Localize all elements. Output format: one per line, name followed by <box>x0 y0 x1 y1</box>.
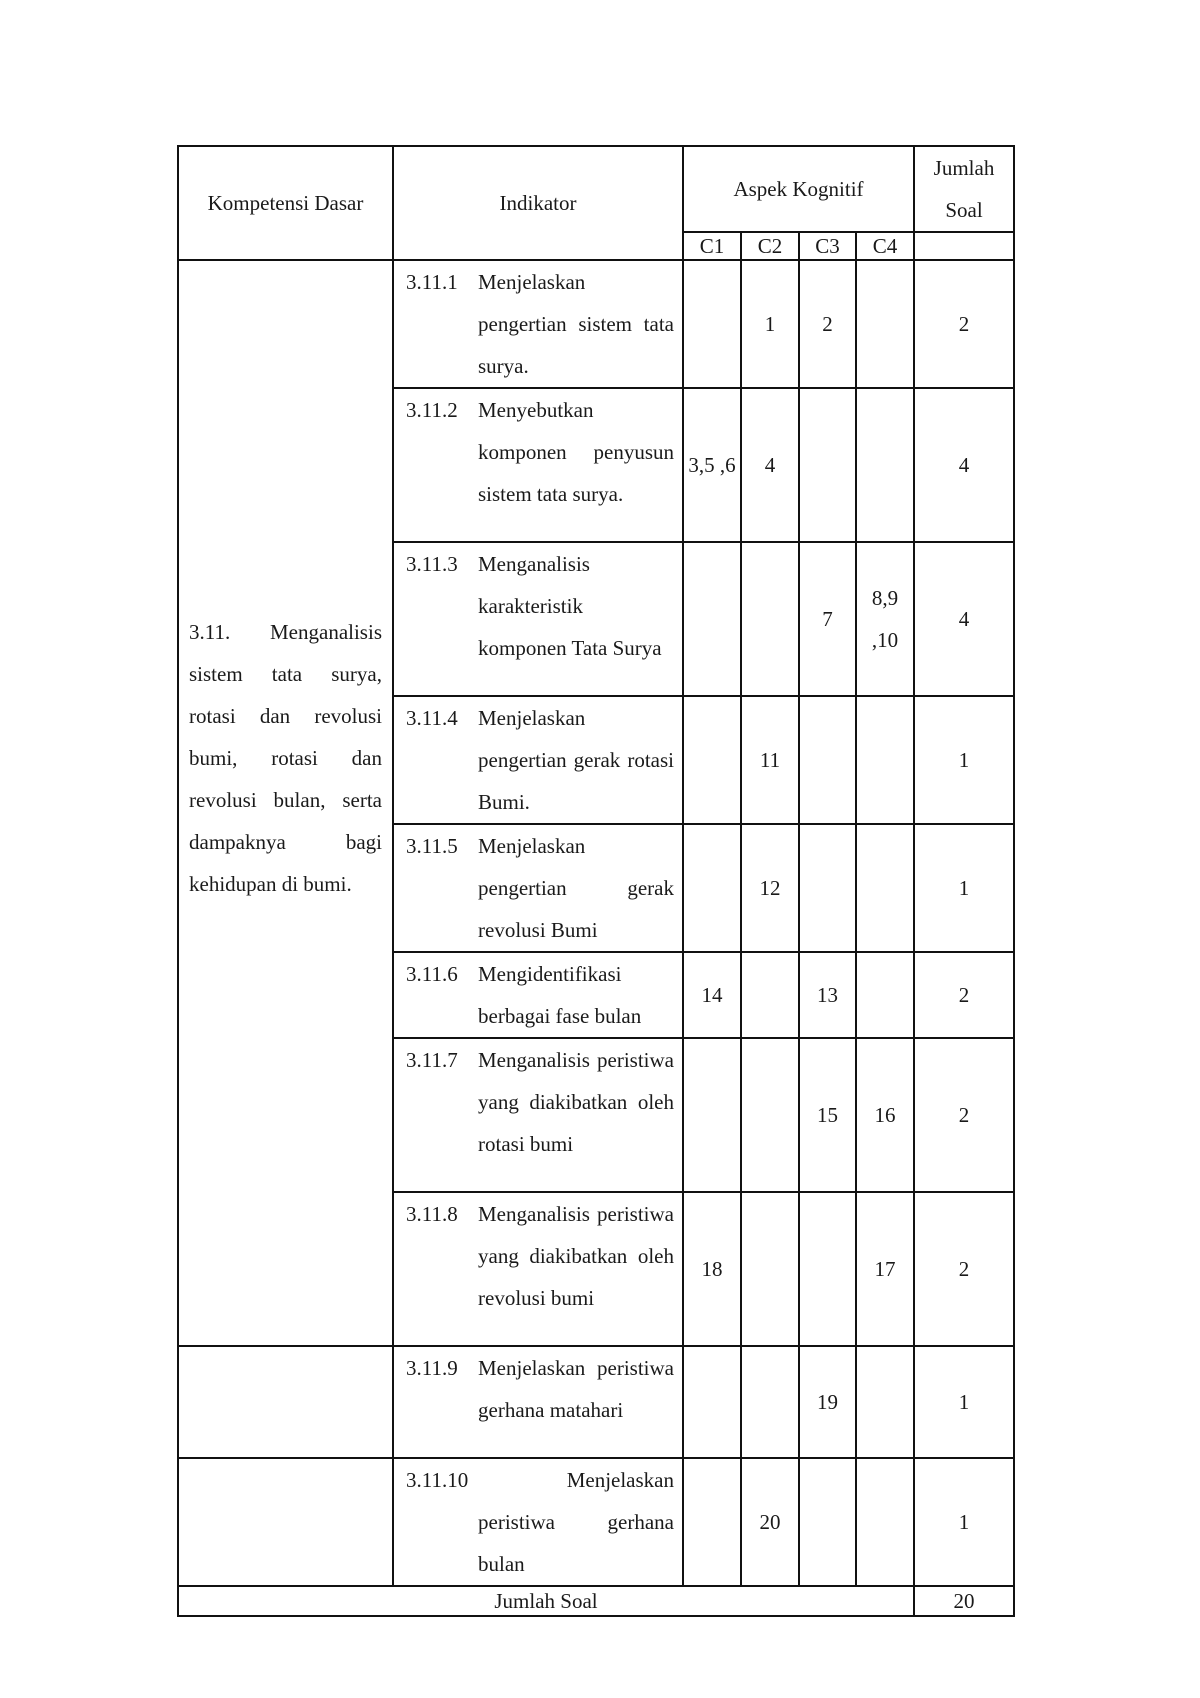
indikator-text: Menjelaskan peristiwa gerhana matahari <box>478 1356 674 1422</box>
indikator-code: 3.11.6 <box>406 962 458 986</box>
c4-value <box>856 952 914 1038</box>
c2-value <box>741 952 799 1038</box>
c4-value: 16 <box>856 1038 914 1192</box>
footer-row <box>178 1586 1014 1616</box>
c4-value <box>856 696 914 824</box>
c1-value <box>683 696 741 824</box>
indikator-cell <box>393 1458 683 1586</box>
table-row <box>178 260 1014 388</box>
c1-value <box>683 1038 741 1192</box>
header-indikator: Indikator <box>393 146 683 260</box>
indikator-first-word: Menjelaskan <box>566 1468 674 1492</box>
header-c2: C2 <box>741 232 799 260</box>
indikator-text: Menganalisis peristiwa yang diakibatkan oleh revolusi bumi <box>478 1202 674 1310</box>
kompetensi-dasar-cell <box>178 260 393 1346</box>
c1-value <box>683 1458 741 1586</box>
header-jumlah-blank <box>914 232 1014 260</box>
indikator-first-line <box>406 1459 674 1501</box>
c1-value: 18 <box>683 1192 741 1346</box>
c3-value <box>799 824 856 952</box>
indikator-code: 3.11.3 <box>406 552 458 576</box>
jumlah-value: 4 <box>914 388 1014 542</box>
table-row <box>178 1346 1014 1458</box>
indikator-code: 3.11.8 <box>406 1202 458 1226</box>
indikator-cell <box>393 1346 683 1458</box>
indikator-text: Menganalisis karakteristik komponen Tata Surya <box>478 552 662 660</box>
c4-value: 8,9 ,10 <box>856 542 914 696</box>
c4-value <box>856 260 914 388</box>
c2-value <box>741 1192 799 1346</box>
indikator-cell <box>393 952 683 1038</box>
indikator-text: Menjelaskan pengertian gerak revolusi Bumi <box>478 834 674 942</box>
jumlah-value: 2 <box>914 260 1014 388</box>
c4-value <box>856 1346 914 1458</box>
c2-value: 4 <box>741 388 799 542</box>
c2-value: 11 <box>741 696 799 824</box>
jumlah-value: 1 <box>914 824 1014 952</box>
indikator-text: Mengidentifikasi berbagai fase bulan <box>478 962 642 1028</box>
c2-value: 20 <box>741 1458 799 1586</box>
kompetensi-dasar-empty-cell <box>178 1458 393 1586</box>
header-row <box>178 146 1014 232</box>
c2-value <box>741 1346 799 1458</box>
indikator-code: 3.11.4 <box>406 706 458 730</box>
jumlah-value: 1 <box>914 1346 1014 1458</box>
indikator-code: 3.11.10 <box>406 1468 469 1492</box>
indikator-code: 3.11.2 <box>406 398 458 422</box>
header-kompetensi-dasar: Kompetensi Dasar <box>178 146 393 260</box>
c2-value: 1 <box>741 260 799 388</box>
jumlah-value: 1 <box>914 1458 1014 1586</box>
header-c4: C4 <box>856 232 914 260</box>
jumlah-value: 1 <box>914 696 1014 824</box>
jumlah-value: 2 <box>914 1038 1014 1192</box>
header-jumlah-line2: Soal <box>945 198 983 222</box>
indikator-cell <box>393 824 683 952</box>
indikator-text: Menjelaskan pengertian gerak rotasi Bumi. <box>478 706 674 814</box>
c3-value <box>799 388 856 542</box>
c1-value: 14 <box>683 952 741 1038</box>
indikator-cell <box>393 1192 683 1346</box>
indikator-code: 3.11.7 <box>406 1048 458 1072</box>
c1-value: 3,5 ,6 <box>683 388 741 542</box>
c2-value <box>741 542 799 696</box>
indikator-code: 3.11.9 <box>406 1356 458 1380</box>
c3-value <box>799 1192 856 1346</box>
indikator-cell <box>393 388 683 542</box>
c1-value <box>683 260 741 388</box>
c3-value: 7 <box>799 542 856 696</box>
c1-value <box>683 824 741 952</box>
c3-value: 15 <box>799 1038 856 1192</box>
indikator-text: Menganalisis peristiwa yang diakibatkan oleh rotasi bumi <box>478 1048 674 1156</box>
c4-value <box>856 388 914 542</box>
header-jumlah-line1: Jumlah <box>933 156 995 180</box>
c3-value: 13 <box>799 952 856 1038</box>
kompetensi-dasar-empty-cell <box>178 1346 393 1458</box>
c3-value <box>799 696 856 824</box>
c1-value <box>683 542 741 696</box>
header-jumlah-soal <box>914 146 1014 232</box>
c4-value <box>856 1458 914 1586</box>
indikator-text: peristiwa gerhana bulan <box>478 1510 674 1576</box>
jumlah-value: 2 <box>914 952 1014 1038</box>
footer-total: 20 <box>914 1586 1014 1616</box>
c2-value <box>741 1038 799 1192</box>
indikator-cell <box>393 542 683 696</box>
indikator-code: 3.11.5 <box>406 834 458 858</box>
indikator-text: Menjelaskan pengertian sistem tata surya. <box>478 270 674 378</box>
indikator-text: Menyebutkan komponen penyusun sistem tata surya. <box>478 398 674 506</box>
c4-value: 17 <box>856 1192 914 1346</box>
c2-value: 12 <box>741 824 799 952</box>
jumlah-value: 4 <box>914 542 1014 696</box>
kompetensi-dasar-text: 3.11. Menganalisis sistem tata surya, rotasi dan revolusi bumi, rotasi dan revolusi bulan, serta dampaknya bagi kehidupan di bumi. <box>189 620 382 896</box>
indikator-cell <box>393 1038 683 1192</box>
header-aspek-kognitif: Aspek Kognitif <box>683 146 914 232</box>
c4-value <box>856 824 914 952</box>
indikator-cell <box>393 696 683 824</box>
indikator-code: 3.11.1 <box>406 270 458 294</box>
header-c1: C1 <box>683 232 741 260</box>
indikator-cell <box>393 260 683 388</box>
kisi-kisi-table <box>177 145 1015 1617</box>
header-c3: C3 <box>799 232 856 260</box>
c3-value: 19 <box>799 1346 856 1458</box>
c3-value: 2 <box>799 260 856 388</box>
footer-label: Jumlah Soal <box>178 1586 914 1616</box>
table-row <box>178 1458 1014 1586</box>
c1-value <box>683 1346 741 1458</box>
jumlah-value: 2 <box>914 1192 1014 1346</box>
c3-value <box>799 1458 856 1586</box>
